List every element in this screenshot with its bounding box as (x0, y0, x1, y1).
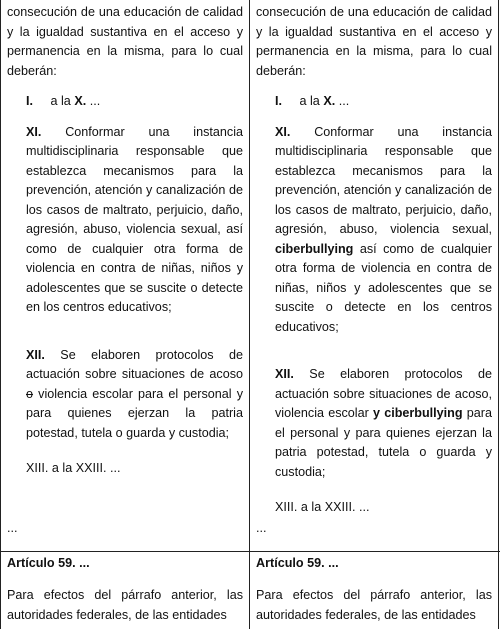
right-intro: consecución de una educación de calidad y la igualdad sustantiva en el acceso y permanencia en la misma, para lo cual deberán: (256, 5, 492, 78)
right-article-59: Artículo 59. ... (256, 556, 339, 570)
left-column (7, 0, 243, 479)
left-xi-text: Conformar una instancia multidisciplinaria responsable que establezca mecanismos para la prevención, atención y canalización de los casos de maltrato, perjuicio, daño, agresión, abuso, violencia sexual, así como de cualquier otra forma de violencia en contra de niñas, niños y adolescentes que se suscite o detecte en los centros educativos; (26, 124, 243, 314)
left-item-xi (7, 123, 243, 318)
right-xii-added-ciberbullying: y ciberbullying (373, 406, 463, 420)
left-xii-number: XII. (26, 347, 45, 362)
right-item-i (256, 92, 492, 112)
right-xii-number: XII. (275, 367, 294, 381)
right-xi-text-b: así como de cualquier otra forma de violencia en contra de niñas, niños y adolescentes que se suscite o detecte en los centros educativos; (275, 241, 492, 334)
right-xii-text-b: para el personal y para quienes ejerzan la patria potestad, tutela o guarda y custodia; (275, 406, 492, 479)
left-item-i-number: I. (26, 94, 33, 108)
row-divider (0, 551, 500, 552)
left-item-xiii: XIII. a la XXIII. ... (26, 461, 121, 475)
right-item-xi (256, 123, 492, 338)
right-para: Para efectos del párrafo anterior, las autoridades federales, de las entidades (256, 588, 492, 622)
left-item-xii (7, 346, 243, 444)
right-xi-added-ciberbullying: ciberbullying (275, 241, 354, 256)
right-xi-text-a: Conformar una instancia multidisciplinaria responsable que establezca mecanismos para la prevención, atención y canalización de los casos de maltrato, perjuicio, daño, agresión, abuso, violencia sexual, (275, 124, 492, 236)
right-xii-text-a: Se elaboren protocolos de actuación sobre situaciones de acoso, violencia escolar (275, 367, 492, 420)
right-ellipsis: ... (256, 521, 267, 535)
left-item-i-x: X. (74, 94, 87, 108)
left-item-i-pre: a la (50, 94, 71, 108)
left-xi-number: XI. (26, 124, 42, 139)
right-item-xiii: XIII. a la XXIII. ... (275, 500, 370, 514)
left-item-i (7, 92, 243, 112)
left-xii-struck-o: o (26, 386, 34, 401)
right-item-xii (256, 365, 492, 482)
right-item-i-x: X. (323, 94, 336, 108)
right-item-i-pre: a la (299, 94, 320, 108)
left-intro: consecución de una educación de calidad y la igualdad sustantiva en el acceso y permanencia en la misma, para lo cual deberán: (7, 5, 243, 78)
left-xii-text-a: Se elaboren protocolos de actuación sobre situaciones de acoso (26, 347, 243, 381)
right-item-i-number: I. (275, 94, 282, 108)
left-xii-text-b: violencia escolar para el personal y para quienes ejerzan la patria potestad, tutela o guarda y custodia; (26, 386, 244, 440)
column-divider (249, 0, 250, 629)
right-column (256, 0, 492, 518)
left-ellipsis: ... (7, 521, 18, 535)
left-para: Para efectos del párrafo anterior, las autoridades federales, de las entidades (7, 588, 243, 622)
right-item-i-post: ... (338, 94, 350, 108)
left-item-i-post: ... (89, 94, 101, 108)
left-article-59: Artículo 59. ... (7, 556, 90, 570)
right-xi-number: XI. (275, 124, 291, 139)
